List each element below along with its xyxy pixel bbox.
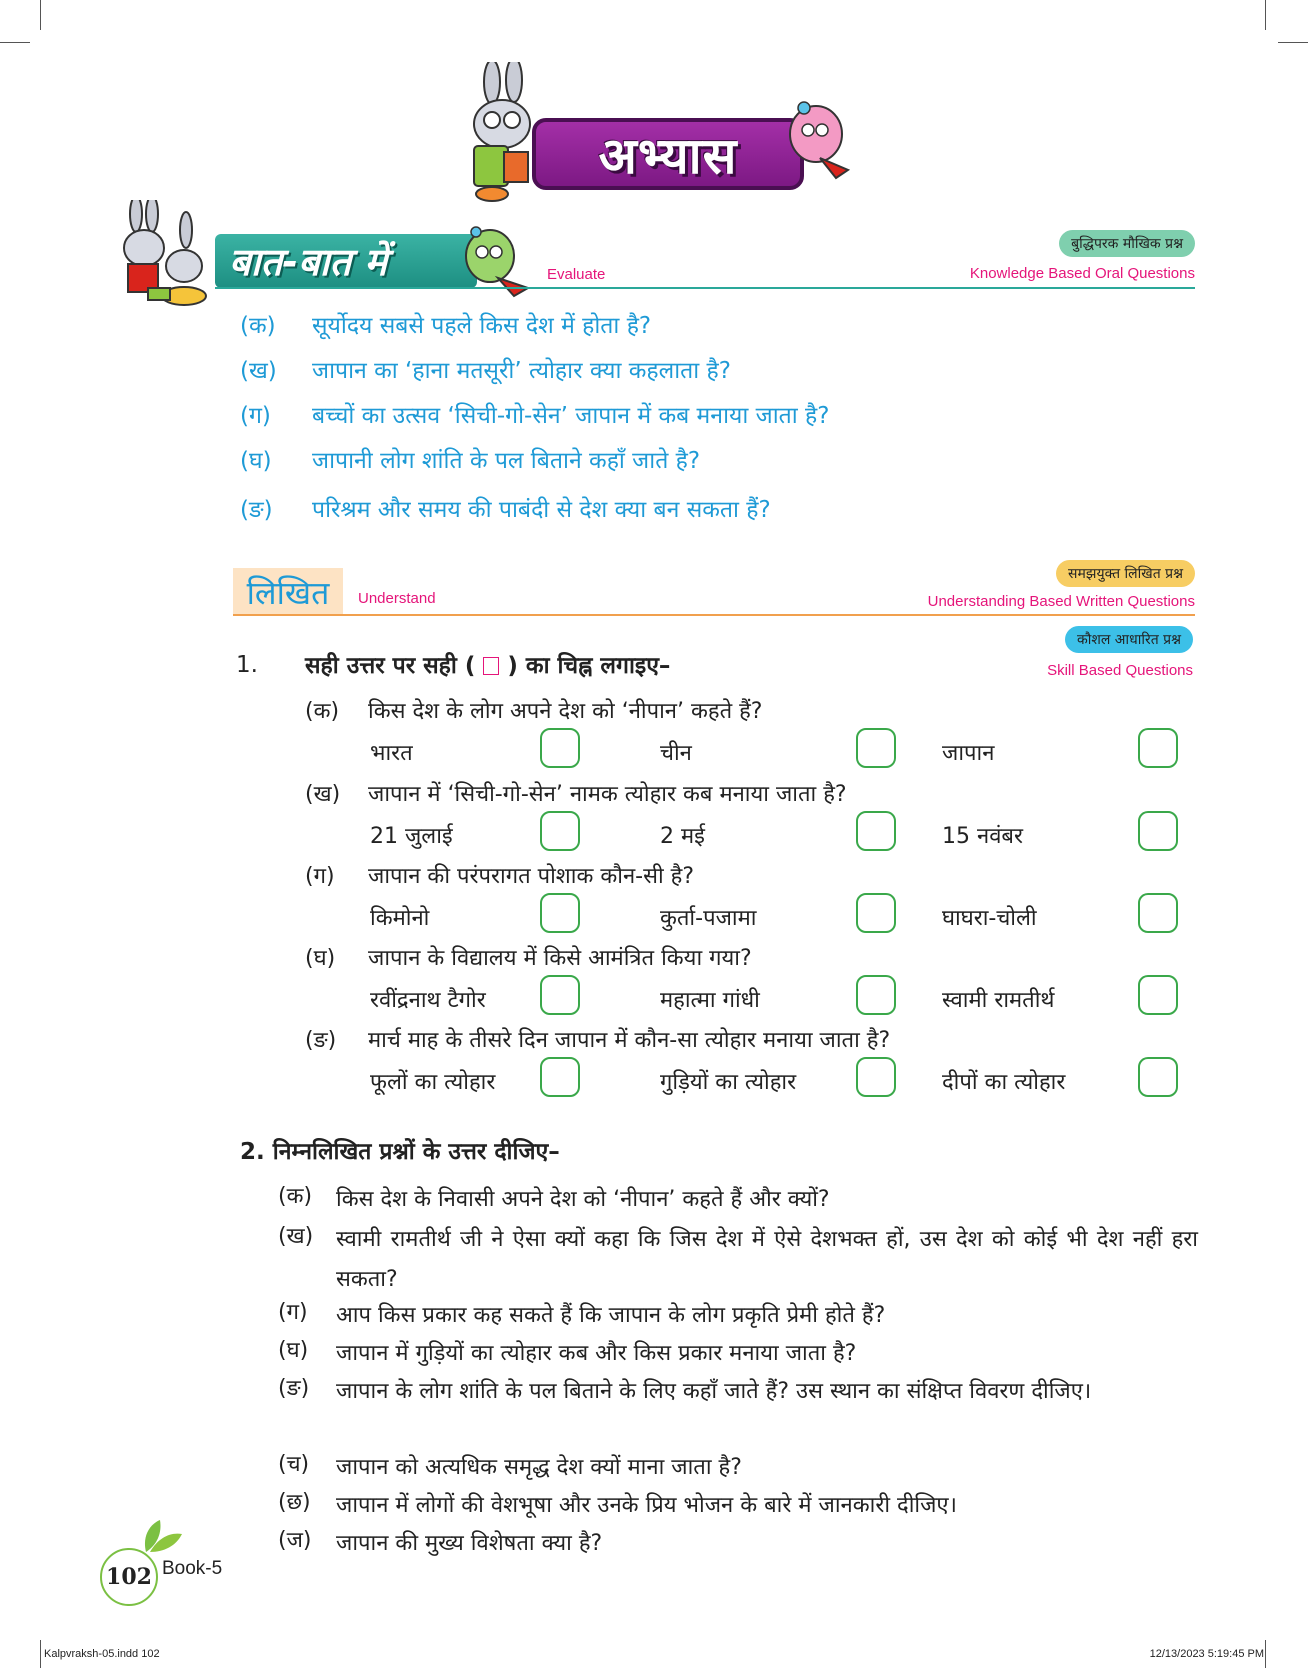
section-title: बात-बात में: [229, 240, 388, 284]
option-label: स्वामी रामतीर्थ: [942, 988, 1055, 1013]
rabbit-reading-illustration: [462, 62, 542, 207]
answer-checkbox[interactable]: [856, 893, 896, 933]
file-name: Kalpvraksh-05.indd 102: [44, 1648, 160, 1660]
option-label: महात्मा गांधी: [660, 988, 760, 1013]
answer-checkbox[interactable]: [856, 728, 896, 768]
option-label: कुर्ता-पजामा: [660, 906, 757, 931]
divider: [215, 287, 1195, 289]
answer-checkbox[interactable]: [856, 975, 896, 1015]
leaf-icon: [136, 1516, 184, 1556]
list-item: (घ) जापानी लोग शांति के पल बिताने कहाँ जाते है?: [240, 448, 701, 474]
list-item: (ख) स्वामी रामतीर्थ जी ने ऐसा क्यों कहा कि जिस देश में ऐसे देशभक्त हों, उस देश को कोई भी देश नहीं हरा सकता?: [278, 1224, 1198, 1292]
answer-checkbox[interactable]: [1138, 975, 1178, 1015]
question-number: 1.: [236, 652, 258, 678]
option-label: घाघरा-चोली: [942, 906, 1037, 931]
answer-checkbox[interactable]: [540, 728, 580, 768]
list-item: (क) किस देश के निवासी अपने देश को ‘नीपान’ कहते हैं और क्यों?: [278, 1184, 830, 1212]
mcq-question: (ख) जापान में ‘सिची-गो-सेन’ नामक त्योहार कब मनाया जाता है?: [305, 782, 847, 807]
crop-mark: [1265, 0, 1266, 30]
option-label: फूलों का त्योहार: [370, 1070, 496, 1095]
page-number-badge: [100, 1548, 158, 1606]
section-banner-likhit: [233, 568, 343, 616]
answer-checkbox[interactable]: [856, 1057, 896, 1097]
crop-mark: [40, 1640, 41, 1668]
option-label: गुड़ियों का त्योहार: [660, 1070, 797, 1095]
answer-checkbox[interactable]: [540, 1057, 580, 1097]
badge-english-label: Understanding Based Written Questions: [927, 593, 1195, 610]
skill-label: Understand: [358, 590, 436, 607]
mcq-question: (ग) जापान की परंपरागत पोशाक कौन-सी है?: [305, 864, 695, 889]
option-label: किमोनो: [370, 906, 430, 931]
rabbits-illustration: [108, 200, 218, 310]
answer-checkbox[interactable]: [540, 893, 580, 933]
question-heading: सही उत्तर पर सही ( ) का चिह्न लगाइए–: [305, 653, 671, 679]
book-label: Book-5: [162, 1558, 223, 1579]
badge-written-questions: समझयुक्त लिखित प्रश्न: [1056, 560, 1195, 587]
mcq-question: (ङ) मार्च माह के तीसरे दिन जापान में कौन-सा त्योहार मनाया जाता है?: [305, 1028, 891, 1053]
answer-checkbox[interactable]: [1138, 728, 1178, 768]
option-label: भारत: [370, 741, 413, 766]
badge-english-label: Knowledge Based Oral Questions: [969, 265, 1195, 282]
list-item: (छ) जापान में लोगों की वेशभूषा और उनके प्रिय भोजन के बारे में जानकारी दीजिए।: [278, 1490, 957, 1518]
option-label: जापान: [942, 741, 995, 766]
answer-checkbox[interactable]: [1138, 893, 1178, 933]
page-title: अभ्यास: [598, 126, 738, 185]
list-item: (ङ) जापान के लोग शांति के पल बिताने के लिए कहाँ जाते हैं? उस स्थान का संक्षिप्त विवरण दीजिए।: [278, 1376, 1092, 1404]
option-label: 15 नवंबर: [942, 824, 1023, 849]
option-label: चीन: [660, 741, 692, 766]
list-item: (ङ) परिश्रम और समय की पाबंदी से देश क्या बन सकता हैं?: [240, 497, 771, 523]
option-label: दीपों का त्योहार: [942, 1070, 1066, 1095]
crop-mark: [0, 42, 30, 43]
badge-english-label: Skill Based Questions: [1047, 662, 1193, 679]
crop-mark: [1265, 1640, 1266, 1668]
abhyas-banner: [532, 118, 804, 190]
question-heading: 2. निम्नलिखित प्रश्नों के उत्तर दीजिए–: [240, 1139, 560, 1165]
mcq-question: (घ) जापान के विद्यालय में किसे आमंत्रित किया गया?: [305, 946, 752, 971]
pencil-mascot-illustration: [786, 100, 852, 180]
badge-oral-questions: बुद्धिपरक मौखिक प्रश्न: [1059, 230, 1195, 257]
crop-mark: [1278, 42, 1308, 43]
option-label: 2 मई: [660, 824, 705, 849]
answer-checkbox[interactable]: [1138, 1057, 1178, 1097]
badge-skill-questions: कौशल आधारित प्रश्न: [1065, 626, 1193, 653]
section-banner-baat-baat-mein: [215, 234, 477, 288]
skill-label: Evaluate: [547, 266, 606, 283]
option-label: 21 जुलाई: [370, 824, 453, 849]
list-item: (च) जापान को अत्यधिक समृद्ध देश क्यों माना जाता है?: [278, 1452, 742, 1480]
print-timestamp: 12/13/2023 5:19:45 PM: [1149, 1648, 1264, 1660]
answer-checkbox[interactable]: [1138, 811, 1178, 851]
list-item: (ग) बच्चों का उत्सव ‘सिची-गो-सेन’ जापान में कब मनाया जाता है?: [240, 403, 830, 429]
option-label: रवींद्रनाथ टैगोर: [370, 988, 486, 1013]
list-item: (ज) जापान की मुख्य विशेषता क्या है?: [278, 1528, 603, 1556]
list-item: (क) सूर्योदय सबसे पहले किस देश में होता है?: [240, 313, 652, 339]
answer-checkbox[interactable]: [540, 811, 580, 851]
divider: [233, 614, 1195, 616]
tick-box-icon: [483, 657, 499, 675]
list-item: (ग) आप किस प्रकार कह सकते हैं कि जापान के लोग प्रकृति प्रेमी होते हैं?: [278, 1300, 886, 1328]
crop-mark: [40, 0, 41, 30]
answer-checkbox[interactable]: [540, 975, 580, 1015]
mcq-question: (क) किस देश के लोग अपने देश को ‘नीपान’ कहते हैं?: [305, 699, 763, 724]
section-title: लिखित: [246, 573, 330, 612]
answer-checkbox[interactable]: [856, 811, 896, 851]
list-item: (ख) जापान का ‘हाना मतसूरी’ त्योहार क्या कहलाता है?: [240, 358, 731, 384]
list-item: (घ) जापान में गुड़ियों का त्योहार कब और किस प्रकार मनाया जाता है?: [278, 1338, 857, 1366]
page-number: 102: [106, 1564, 152, 1590]
